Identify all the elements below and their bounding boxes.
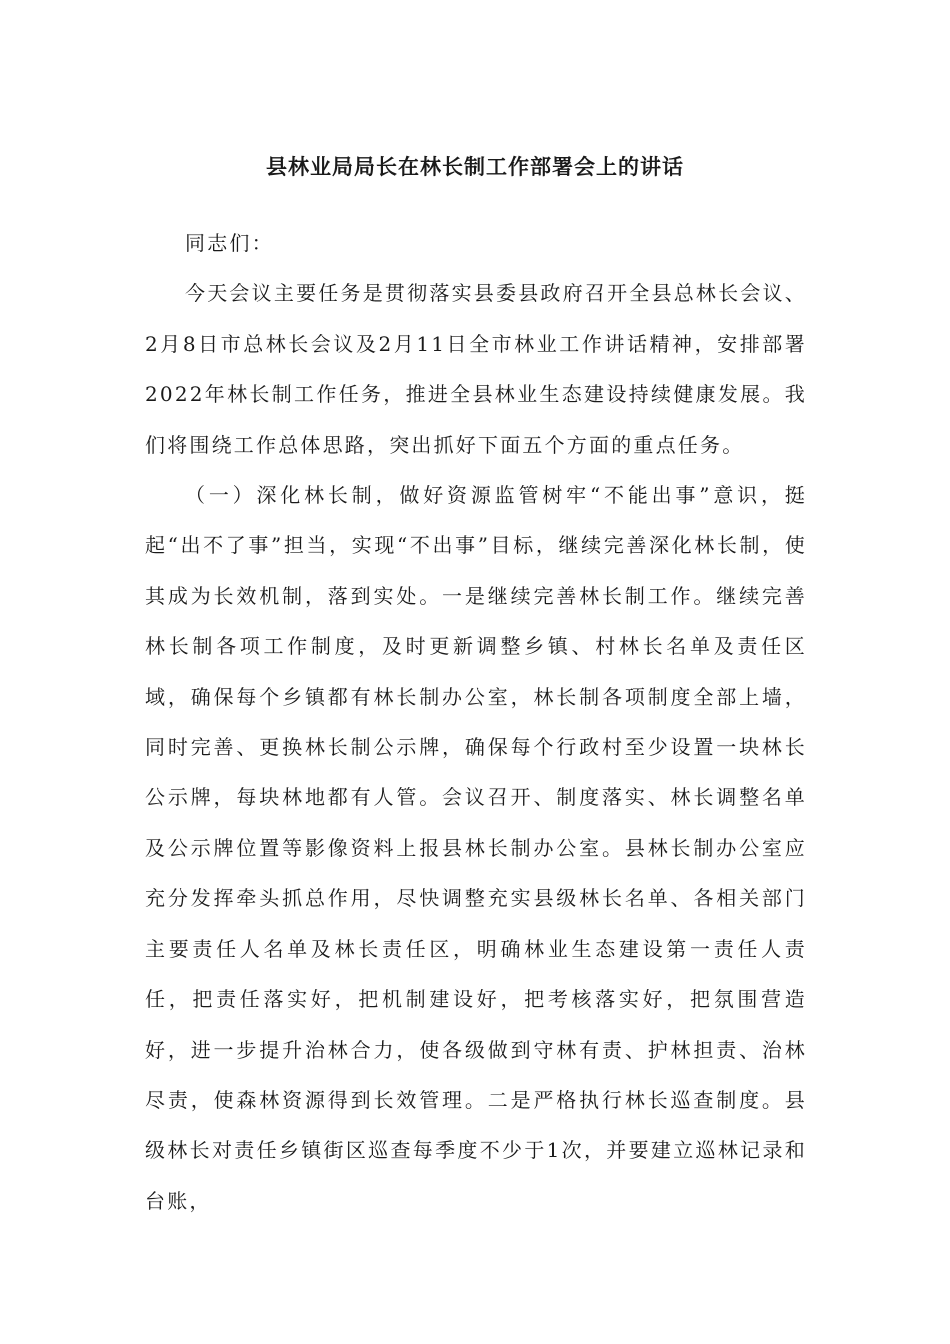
document-body [145,218,807,1226]
document-title: 县林业局局长在林长制工作部署会上的讲话 [266,155,684,179]
section-one-paragraph: （一）深化林长制，做好资源监管树牢“不能出事”意识，挺起“出不了事”担当，实现“不出事”目标，继续完善深化林长制，使其成为长效机制，落到实处。一是继续完善林长制工作。继续完善林长制各项工作制度，及时更新调整乡镇、村林长名单及责任区域，确保每个乡镇都有林长制办公室，林长制各项制度全部上墙，同时完善、更换林长制公示牌，确保每个行政村至少设置一块林长公示牌，每块林地都有人管。会议召开、制度落实、林长调整名单及公示牌位置等影像资料上报县林长制办公室。县林长制办公室应充分发挥牵头抓总作用，尽快调整充实县级林长名单、各相关部门主要责任人名单及林长责任区，明确林业生态建设第一责任人责任，把责任落实好，把机制建设好，把考核落实好，把氛围营造好，进一步提升治林合力，使各级做到守林有责、护林担责、治林尽责，使森林资源得到长效管理。二是严格执行林长巡查制度。县级林长对责任乡镇街区巡查每季度不少于1次，并要建立巡林记录和台账， [145,483,807,1213]
salutation-paragraph: 同志们： [185,231,274,255]
intro-paragraph: 今天会议主要任务是贯彻落实县委县政府召开全县总林长会议、2月8日市总林长会议及2月11日全市林业工作讲话精神，安排部署2022年林长制工作任务，推进全县林业生态建设持续健康发展。我们将围绕工作总体思路，突出抓好下面五个方面的重点任务。 [145,281,807,457]
